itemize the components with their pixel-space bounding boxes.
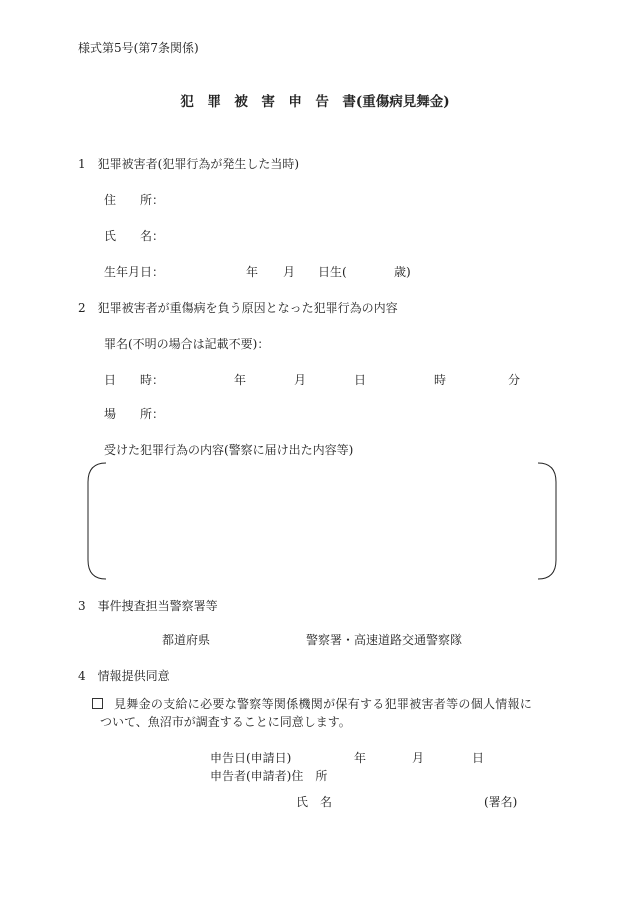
birth-year-label: 年 [246, 265, 259, 279]
crime-minute-label: 分 [508, 373, 521, 387]
application-date-label: 申告日(申請日) [210, 751, 292, 765]
crime-month-label: 月 [294, 373, 307, 387]
page-title: 犯 罪 被 害 申 告 書(重傷病見舞金) [180, 94, 450, 110]
section4-heading: 4 情報提供同意 [78, 669, 170, 683]
consent-text-line1: 見舞金の支給に必要な警察等関係機関が保有する犯罪被害者等の個人情報に [114, 697, 533, 711]
victim-name-label: 氏 名： [104, 229, 165, 243]
section1-heading: 1 犯罪被害者(犯罪行為が発生した当時) [78, 157, 299, 171]
crime-content-label: 受けた犯罪行為の内容(警察に届け出た内容等) [104, 443, 354, 457]
birth-day-label: 日生( [318, 265, 347, 279]
crime-name-label: 罪名(不明の場合は記載不要)： [104, 337, 270, 351]
form-number: 様式第5号(第7条関係) [78, 41, 199, 55]
victim-address-label: 住 所： [104, 193, 165, 207]
crime-datetime-label: 日 時： [104, 373, 165, 387]
section2-heading: 2 犯罪被害者が重傷病を負う原因となった犯罪行為の内容 [78, 301, 398, 315]
applicant-name-label: 氏 名 [296, 795, 333, 809]
birth-age-label: 歳) [394, 265, 411, 279]
crime-year-label: 年 [234, 373, 247, 387]
consent-text-line2: ついて、魚沼市が調査することに同意します。 [100, 715, 351, 729]
crime-hour-label: 時 [434, 373, 447, 387]
section3-heading: 3 事件捜査担当警察署等 [78, 599, 218, 613]
applicant-address-label: 申告者(申請者)住 所 [210, 769, 328, 783]
signature-label: (署名) [484, 795, 518, 809]
application-month-label: 月 [412, 751, 425, 765]
victim-birthdate-label: 生年月日： [104, 265, 165, 279]
crime-content-bracket [86, 462, 558, 580]
prefecture-label: 都道府県 [162, 633, 211, 647]
crime-place-label: 場 所： [104, 407, 165, 421]
application-day-label: 日 [472, 751, 485, 765]
consent-checkbox[interactable] [92, 698, 103, 709]
application-year-label: 年 [354, 751, 367, 765]
police-station-label: 警察署・高速道路交通警察隊 [306, 633, 463, 647]
birth-month-label: 月 [283, 265, 296, 279]
crime-day-label: 日 [354, 373, 367, 387]
